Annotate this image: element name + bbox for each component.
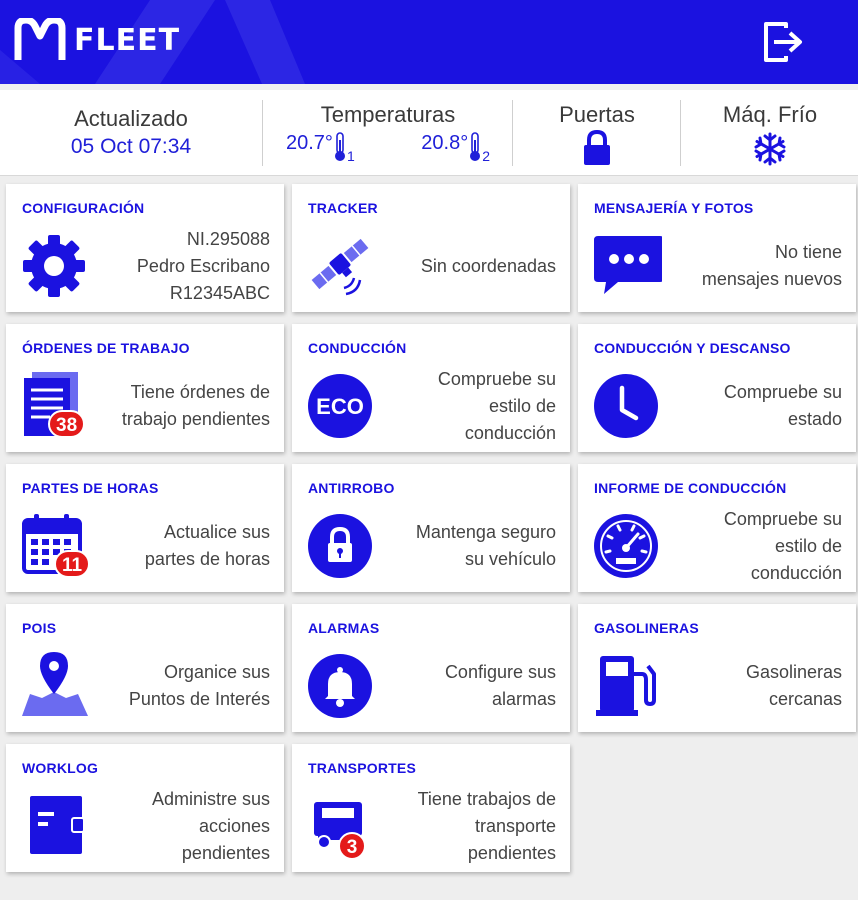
clock-icon xyxy=(590,368,662,440)
card-description: Compruebe su estado xyxy=(723,382,842,429)
card-description: Gasolineras cercanas xyxy=(745,662,842,709)
card-description: Compruebe su estilo de conducción xyxy=(723,508,842,583)
fuel-pump-icon xyxy=(590,648,662,720)
logo-text: FLEET xyxy=(74,22,181,58)
speedometer-icon xyxy=(590,508,662,580)
card-description: NI.295088 Pedro Escribano R12345ABC xyxy=(136,228,270,303)
thermometer-icon xyxy=(468,132,482,162)
card-description: Tiene trabajos de transporte pendientes xyxy=(417,788,556,863)
updated-value: 05 Oct 07:34 xyxy=(70,135,192,158)
card-description: Sin coordenadas xyxy=(420,255,556,276)
card-title: CONDUCCIÓN xyxy=(308,340,407,356)
card-description: Organice sus Puntos de Interés xyxy=(128,662,270,709)
card-title: ALARMAS xyxy=(308,620,380,636)
chat-bubble-icon xyxy=(590,228,662,300)
card-informe-conduccion[interactable] xyxy=(578,464,856,592)
updated-label: Actualizado xyxy=(74,106,188,131)
cold-machine-section[interactable] xyxy=(682,90,858,176)
thermometer-icon xyxy=(333,132,347,162)
card-description: No tiene mensajes nuevos xyxy=(701,242,842,289)
status-bar xyxy=(0,84,858,176)
map-pin-icon xyxy=(18,648,90,720)
card-title: POIS xyxy=(22,620,57,636)
divider xyxy=(680,100,681,166)
card-transportes[interactable] xyxy=(292,744,570,872)
svg-text:ECO: ECO xyxy=(316,394,364,419)
temperature-1: 20.7° $_1$ xyxy=(286,132,355,164)
logo-m-icon xyxy=(14,18,66,62)
card-description: Actualice sus partes de horas xyxy=(144,522,270,569)
satellite-icon xyxy=(304,228,376,300)
doors-section[interactable] xyxy=(514,90,680,176)
card-pois[interactable] xyxy=(6,604,284,732)
app-logo xyxy=(14,18,180,62)
notification-badge: 11 xyxy=(54,550,90,578)
notification-badge: 3 xyxy=(338,832,366,860)
divider xyxy=(512,100,513,166)
card-title: INFORME DE CONDUCCIÓN xyxy=(594,480,787,496)
doors-label: Puertas xyxy=(559,102,635,127)
cold-machine-label: Máq. Frío xyxy=(722,102,818,127)
card-title: TRACKER xyxy=(308,200,378,216)
updated-section xyxy=(0,90,262,176)
temperature-2: 20.8° $_2$ xyxy=(421,132,490,164)
temperatures-section[interactable] xyxy=(272,90,504,176)
card-gasolineras[interactable] xyxy=(578,604,856,732)
card-mensajeria[interactable] xyxy=(578,184,856,312)
eco-icon xyxy=(304,368,376,440)
gear-icon xyxy=(18,228,90,300)
card-title: WORKLOG xyxy=(22,760,99,776)
card-description: Compruebe su estilo de conducción xyxy=(437,368,556,443)
wallet-icon xyxy=(18,788,90,860)
card-ordenes-trabajo[interactable] xyxy=(6,324,284,452)
card-title: CONFIGURACIÓN xyxy=(22,200,145,216)
notification-badge: 38 xyxy=(48,410,85,438)
lock-icon xyxy=(304,508,376,580)
card-partes-horas[interactable] xyxy=(6,464,284,592)
card-title: ANTIRROBO xyxy=(308,480,395,496)
card-title: CONDUCCIÓN Y DESCANSO xyxy=(594,340,791,356)
card-title: TRANSPORTES xyxy=(308,760,416,776)
card-description: Mantenga seguro su vehículo xyxy=(415,522,556,569)
padlock-icon xyxy=(582,130,612,166)
card-description: Administre sus acciones pendientes xyxy=(151,788,270,863)
app-header xyxy=(0,0,858,84)
card-description: Configure sus alarmas xyxy=(444,662,556,709)
card-title: PARTES DE HORAS xyxy=(22,480,159,496)
card-title: ÓRDENES DE TRABAJO xyxy=(22,340,190,356)
card-description: Tiene órdenes de trabajo pendientes xyxy=(121,382,270,429)
card-configuracion[interactable] xyxy=(6,184,284,312)
card-tracker[interactable] xyxy=(292,184,570,312)
card-title: MENSAJERÍA Y FOTOS xyxy=(594,200,754,216)
logout-icon xyxy=(760,20,806,64)
card-antirrobo[interactable] xyxy=(292,464,570,592)
card-conduccion-descanso[interactable] xyxy=(578,324,856,452)
card-title: GASOLINERAS xyxy=(594,620,699,636)
logout-button[interactable] xyxy=(760,20,806,64)
card-conduccion[interactable] xyxy=(292,324,570,452)
snowflake-icon xyxy=(753,132,787,166)
card-alarmas[interactable] xyxy=(292,604,570,732)
temperatures-label: Temperaturas xyxy=(320,102,456,127)
divider xyxy=(262,100,263,166)
bell-icon xyxy=(304,648,376,720)
card-worklog[interactable] xyxy=(6,744,284,872)
